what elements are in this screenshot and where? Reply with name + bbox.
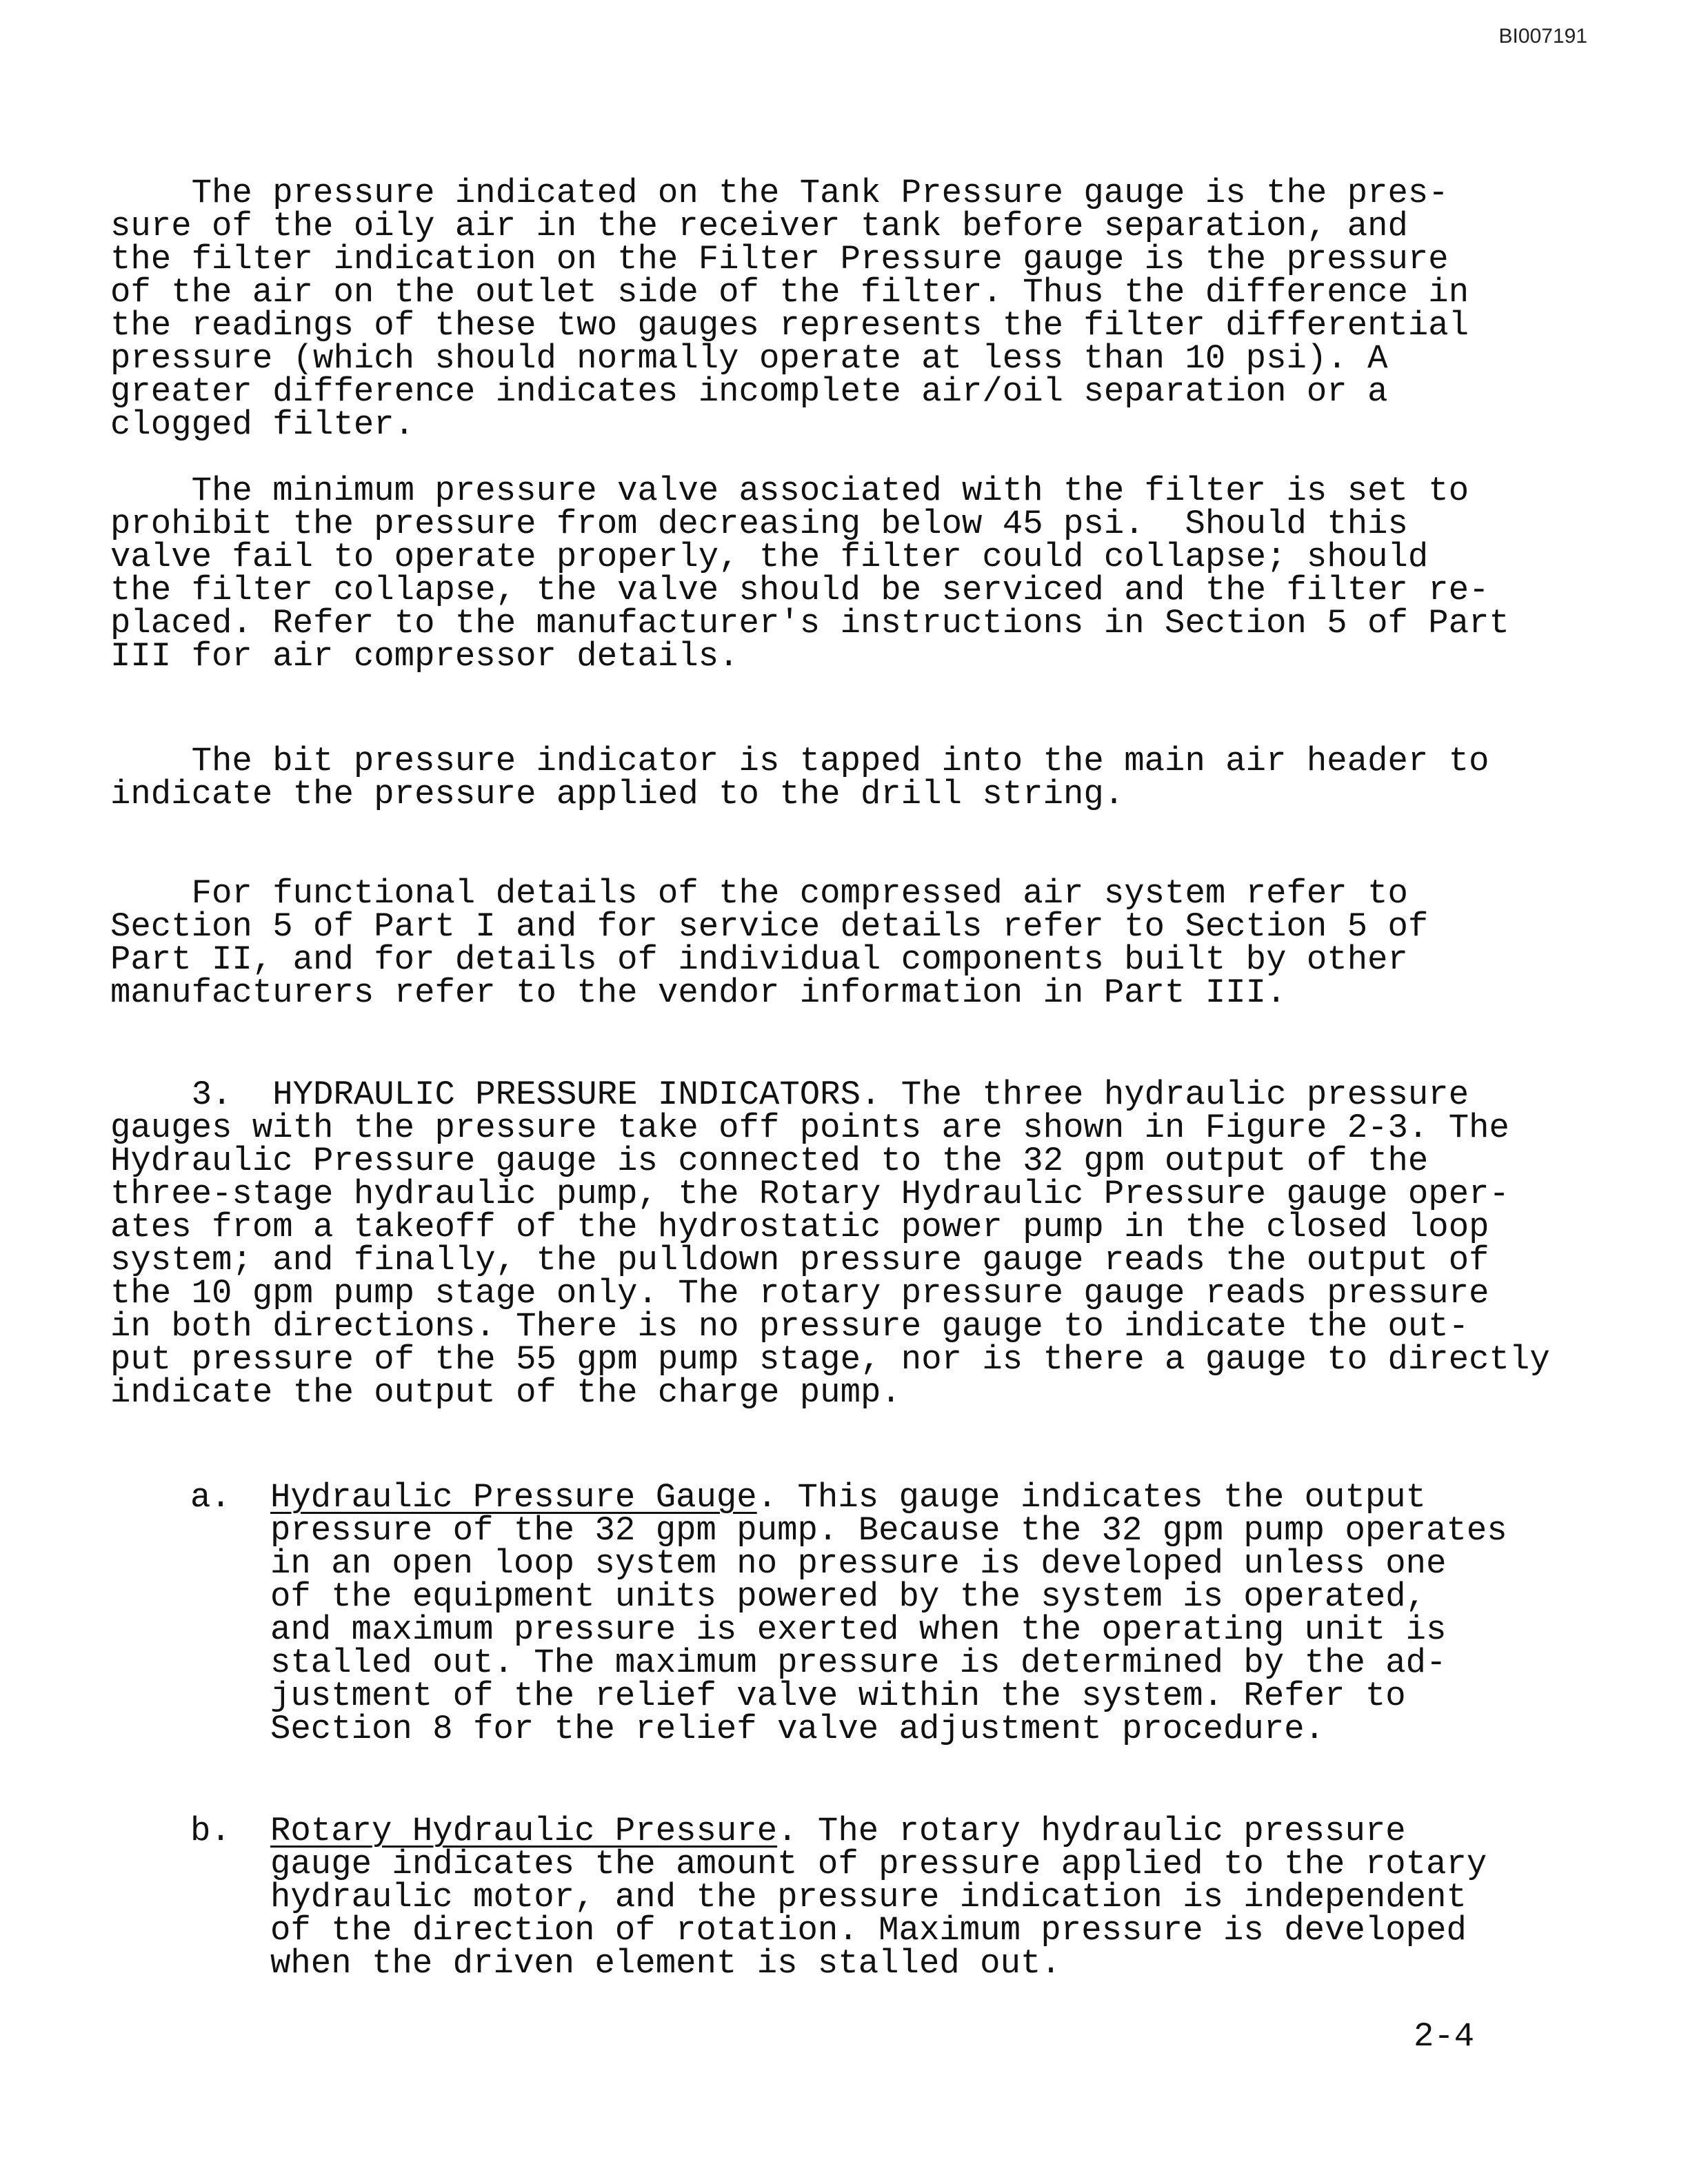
paragraph-tank-pressure: The pressure indicated on the Tank Pressure gauge is the pres- sure of the oily air in the receiver tank before separation, and the filter indication on the Filter Pressure gauge is the pressure of the air on the outlet side of the filter. Thus the difference in the readings of these two gauges represents the filter differential pressure (which should normally operate at less than 10 psi). A greater difference indicates incomplete air/oil separation or a clogged filter. (110, 174, 1469, 444)
section-hydraulic-pressure-indicators: 3. HYDRAULIC PRESSURE INDICATORS. The three hydraulic pressure gauges with the pressure take off points are shown in Figure 2-3. The Hydraulic Pressure gauge is connected to the 32 gpm output of the three-stage hydraulic pump, the Rotary Hydraulic Pressure gauge oper- ates from a takeoff of the hydrostatic power pump in the closed loop system; and finally, the pulldown pressure gauge reads the output of the 10 gpm pump stage only. The rotary pressure gauge reads pressure in both directions. There is no pressure gauge to indicate the out- put pressure of the 55 gpm pump stage, nor is there a gauge to directly indicate the output of the charge pump. (110, 1075, 1550, 1412)
paragraph-minimum-pressure-valve: The minimum pressure valve associated with the filter is set to prohibit the pressure from decreasing below 45 psi. Should this valve fail to operate properly, the filter could collapse; should the filter collapse, the valve should be serviced and the filter re- placed. Refer to the manufacturer's instructions in Section 5 of Part III for air compressor details. (110, 472, 1509, 676)
list-item-marker: a. (190, 1478, 231, 1517)
page-number: 2-4 (1414, 2017, 1475, 2056)
list-item-marker: b. (190, 1812, 231, 1850)
document-id: BI007191 (1498, 25, 1587, 48)
list-item-hydraulic-pressure-gauge (270, 1478, 1507, 1748)
item-body: . The rotary hydraulic pressure gauge indicates the amount of pressure applied to the rotary hydraulic motor, and the pressure indication is independent of the direction of rotation. Maximum pressure is developed when the driven element is stalled out. (270, 1812, 1487, 1983)
item-heading: Rotary Hydraulic Pressure (270, 1812, 778, 1850)
list-item-rotary-hydraulic-pressure (270, 1812, 1487, 1983)
paragraph-bit-pressure: The bit pressure indicator is tapped into the main air header to indicate the pressure applied to the drill string. (110, 742, 1489, 813)
item-heading: Hydraulic Pressure Gauge (270, 1478, 757, 1517)
paragraph-functional-details: For functional details of the compressed air system refer to Section 5 of Part I and for service details refer to Section 5 of Part II, and for details of individual components built by other manufacturers refer to the vendor information in Part III. (110, 874, 1429, 1012)
item-body: . This gauge indicates the output pressure of the 32 gpm pump. Because the 32 gpm pump operates in an open loop system no pressure is developed unless one of the equipment units powered by the system is operated, and maximum pressure is exerted when the operating unit is stalled out. The maximum pressure is determined by the ad- justment of the relief valve within the system. Refer to Section 8 for the relief valve adjustment procedure. (270, 1478, 1507, 1748)
